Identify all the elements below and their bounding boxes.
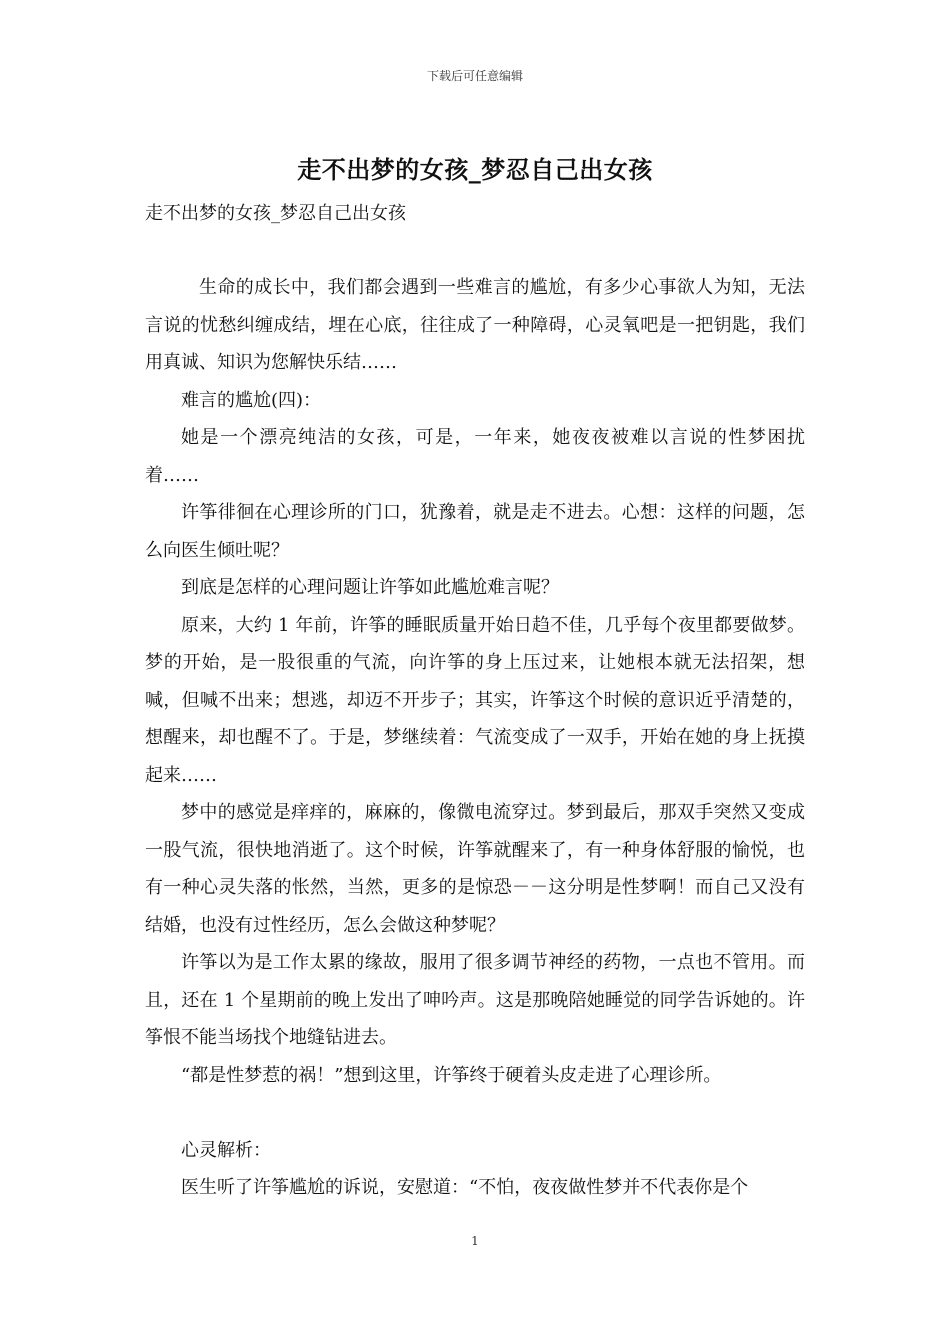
paragraph: 生命的成长中，我们都会遇到一些难言的尴尬，有多少心事欲人为知，无法言说的忧愁纠缠成结，埋在心底，往往成了一种障碍，心灵氧吧是一把钥匙，我们用真诚、知识为您解快乐结…… — [145, 277, 805, 373]
paragraph: 许筝徘徊在心理诊所的门口，犹豫着，就是走不进去。心想：这样的问题，怎么向医生倾吐呢？ — [145, 502, 805, 561]
paragraph: 难言的尴尬(四)： — [181, 389, 322, 411]
paragraph: “都是性梦惹的祸！”想到这里，许筝终于硬着头皮走进了心理诊所。 — [181, 1064, 722, 1086]
paragraph: 到底是怎样的心理问题让许筝如此尴尬难言呢？ — [181, 577, 559, 598]
paragraph: 医生听了许筝尴尬的诉说，安慰道：“不怕，夜夜做性梦并不代表你是个 — [181, 1177, 749, 1198]
document-subtitle: 走不出梦的女孩_梦忍自己出女孩 — [145, 203, 406, 224]
document-body — [145, 269, 805, 1207]
page-number: 1 — [471, 1234, 479, 1248]
paragraph: 许筝以为是工作太累的缘故，服用了很多调节神经的药物，一点也不管用。而且，还在 1 个星期前的晚上发出了呻吟声。这是那晚陪她睡觉的同学告诉她的。许筝恨不能当场找个地缝钻进去。 — [145, 952, 805, 1048]
paragraph: 她是一个漂亮纯洁的女孩，可是，一年来，她夜夜被难以言说的性梦困扰着…… — [145, 427, 805, 486]
paragraph: 原来，大约 1 年前，许筝的睡眠质量开始日趋不佳，几乎每个夜里都要做梦。梦的开始，是一股很重的气流，向许筝的身上压过来，让她根本就无法招架，想喊，但喊不出来；想逃，却迈不开步子；其实，许筝这个时候的意识近乎清楚的，想醒来，却也醒不了。于是，梦继续着：气流变成了一双手，开始在她的身上抚摸起来…… — [145, 614, 805, 786]
blank-line — [145, 1094, 805, 1132]
page-header: 下载后可任意编辑 — [426, 69, 523, 83]
section-heading: 心灵解析： — [181, 1139, 271, 1161]
document-title: 走不出梦的女孩_梦忍自己出女孩 — [297, 155, 653, 184]
paragraph: 梦中的感觉是痒痒的，麻麻的，像微电流穿过。梦到最后，那双手突然又变成一股气流，很快地消逝了。这个时候，许筝就醒来了，有一种身体舒服的愉悦，也有一种心灵失落的怅然，当然，更多的是惊恐－－这分明是性梦啊！而自己又没有结婚，也没有过性经历，怎么会做这种梦呢？ — [145, 802, 805, 936]
